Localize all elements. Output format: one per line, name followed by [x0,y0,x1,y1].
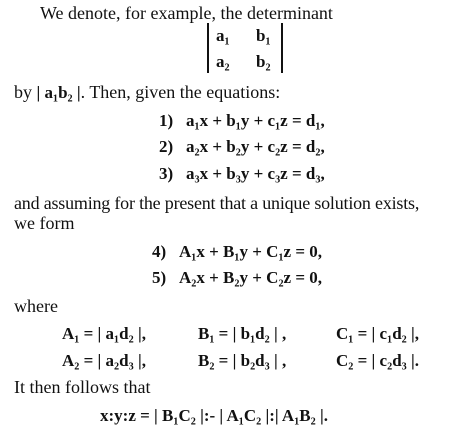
definition-a2: A₂ = | a₂d₃ |, [62,351,146,370]
det-a1: a₁ [216,26,230,45]
det-a2: a₂ [216,52,230,71]
definition-b1: B₁ = | b₁d₂ | , [198,324,287,343]
equation-2: a₂x + b₂y + c₂z = d₂, [186,137,325,156]
definition-c2: C₂ = | c₂d₃ |. [336,351,419,370]
equation-4-number: 4) [152,242,167,261]
det-b2: b₂ [256,52,271,71]
equation-3-number: 3) [159,164,174,183]
equation-1: a₁x + b₁y + c₁z = d₁, [186,111,325,130]
by-prefix: by [14,82,32,102]
follows-text: It then follows that [14,377,151,397]
final-ratio: x:y:z = | B₁C₂ |:- | A₁C₂ |:| A₁B₂ |. [100,406,328,425]
by-line [14,82,280,103]
det-b1: b₁ [256,26,271,45]
assuming-line-2: we form [14,213,75,233]
by-suffix: . Then, given the equations: [80,82,281,102]
equation-1-number: 1) [159,111,174,130]
equation-5: A₂x + B₂y + C₂z = 0, [179,268,323,287]
definition-a1: A₁ = | a₁d₂ |, [62,324,146,343]
equation-5-number: 5) [152,268,167,287]
intro-text: We denote, for example, the determinant [40,3,333,23]
assuming-line-1: and assuming for the present that a unique solution exists, [14,193,420,213]
where-label: where [14,296,58,316]
equation-3: a₃x + b₃y + c₃z = d₃, [186,164,325,183]
definition-c1: C₁ = | c₁d₂ |, [336,324,419,343]
definition-b2: B₂ = | b₂d₃ | , [198,351,287,370]
equation-2-number: 2) [159,137,174,156]
by-notation: | a₁b₂ | [36,83,81,102]
equation-4: A₁x + B₁y + C₁z = 0, [179,242,323,261]
